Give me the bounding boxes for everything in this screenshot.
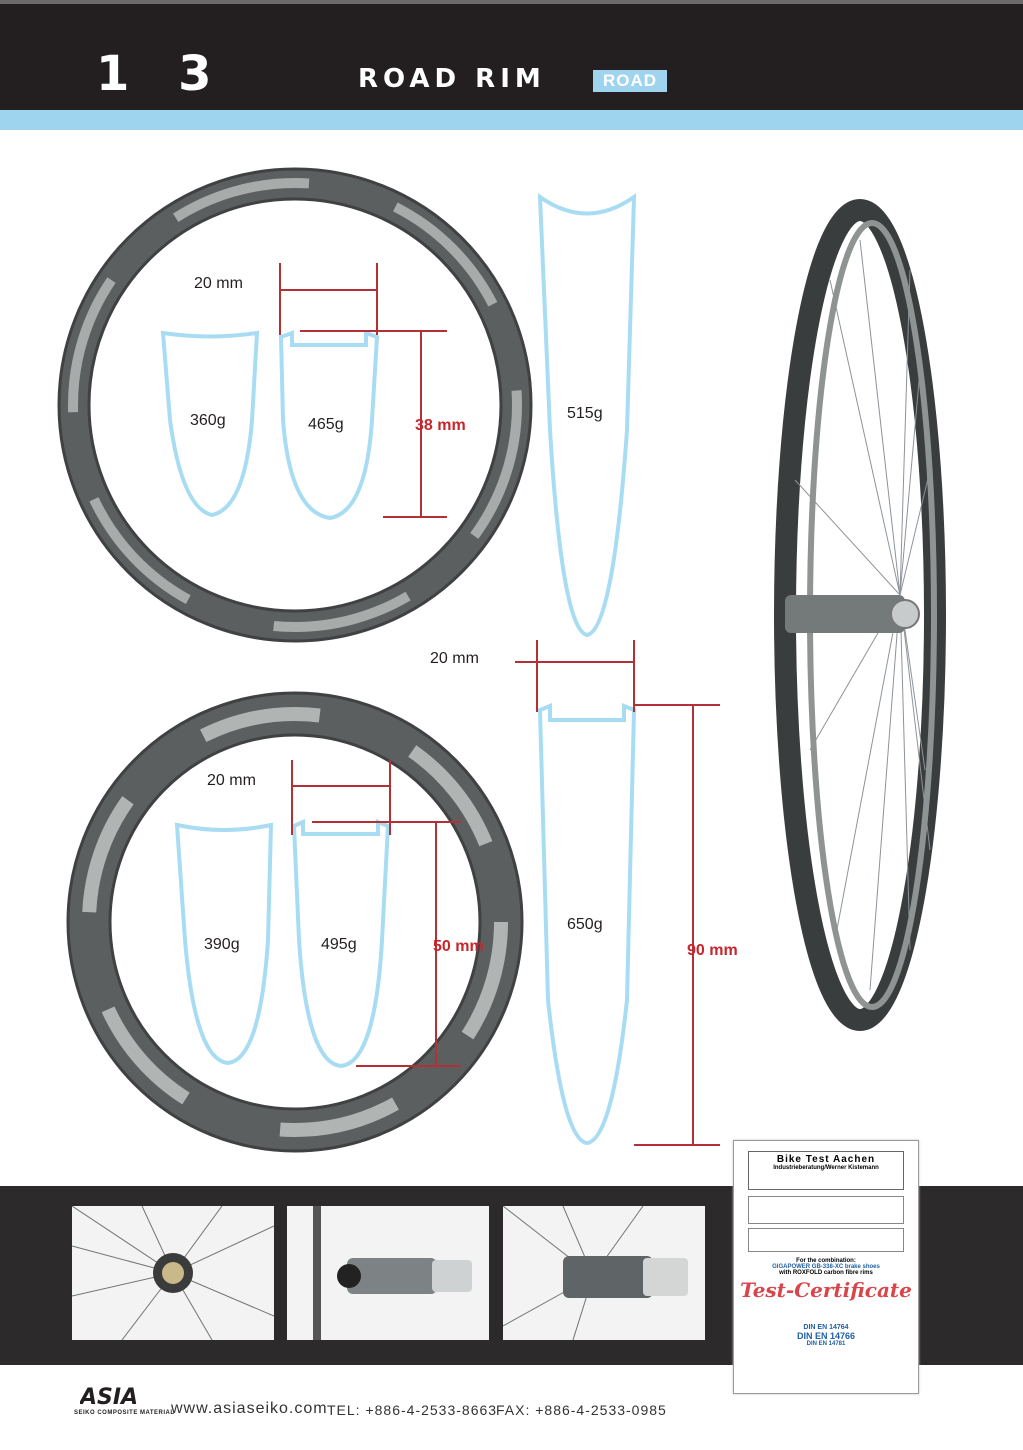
certificate-with: with ROXFOLD carbon fibre rims: [779, 1270, 873, 1276]
brand-logo: [80, 1384, 160, 1410]
weight-clincher-38: 465g: [308, 416, 344, 433]
page-number: 1 3: [96, 46, 228, 102]
category-badge: ROAD: [593, 70, 667, 92]
footer-telephone: TEL: +886-4-2533-8663: [327, 1402, 498, 1418]
test-certificate: [733, 1140, 919, 1394]
weight-clincher-50: 495g: [321, 936, 357, 953]
footer-website[interactable]: www.asiaseiko.com: [171, 1400, 328, 1417]
brand-subtitle: SEIKO COMPOSITE MATERIAL: [74, 1410, 175, 1416]
hub-photo-front: [72, 1206, 274, 1340]
certificate-subtitle: Industrieberatung/Werner Kistemann: [773, 1165, 879, 1171]
weight-tubular-38: 360g: [190, 412, 226, 429]
weight-tubular-50: 390g: [204, 936, 240, 953]
weight-tubular-deep: 515g: [567, 405, 603, 422]
weight-clincher-deep: 650g: [567, 916, 603, 933]
certificate-standard-3: DIN EN 14781: [806, 1341, 846, 1347]
certificate-heading: Test-Certificate: [740, 1278, 912, 1302]
certificate-standard-2: DIN EN 14766: [796, 1331, 856, 1341]
certificate-title: Bike Test Aachen: [776, 1154, 876, 1165]
wheel-photo-side: [740, 150, 1010, 1080]
certificate-standard-1: DIN EN 14764: [803, 1324, 849, 1331]
depth-label-50: 50 mm: [433, 938, 484, 955]
hub-photo-side: [287, 1206, 489, 1340]
depth-label-38: 38 mm: [415, 417, 466, 434]
footer-fax: FAX: +886-4-2533-0985: [496, 1402, 667, 1418]
page-title: ROAD RIM: [358, 64, 546, 94]
width-label-38: 20 mm: [194, 275, 243, 292]
certificate-combination: For the combination:: [796, 1258, 856, 1264]
depth-label-deep: 90 mm: [687, 942, 738, 959]
hub-photo-rear: [503, 1206, 705, 1340]
width-label-deep: 20 mm: [430, 650, 479, 667]
certificate-brake-shoes: GIGAPOWER GB-338-XC brake shoes: [772, 1264, 880, 1270]
width-label-50: 20 mm: [207, 772, 256, 789]
brand-logo-text: ASIA: [80, 1385, 139, 1410]
